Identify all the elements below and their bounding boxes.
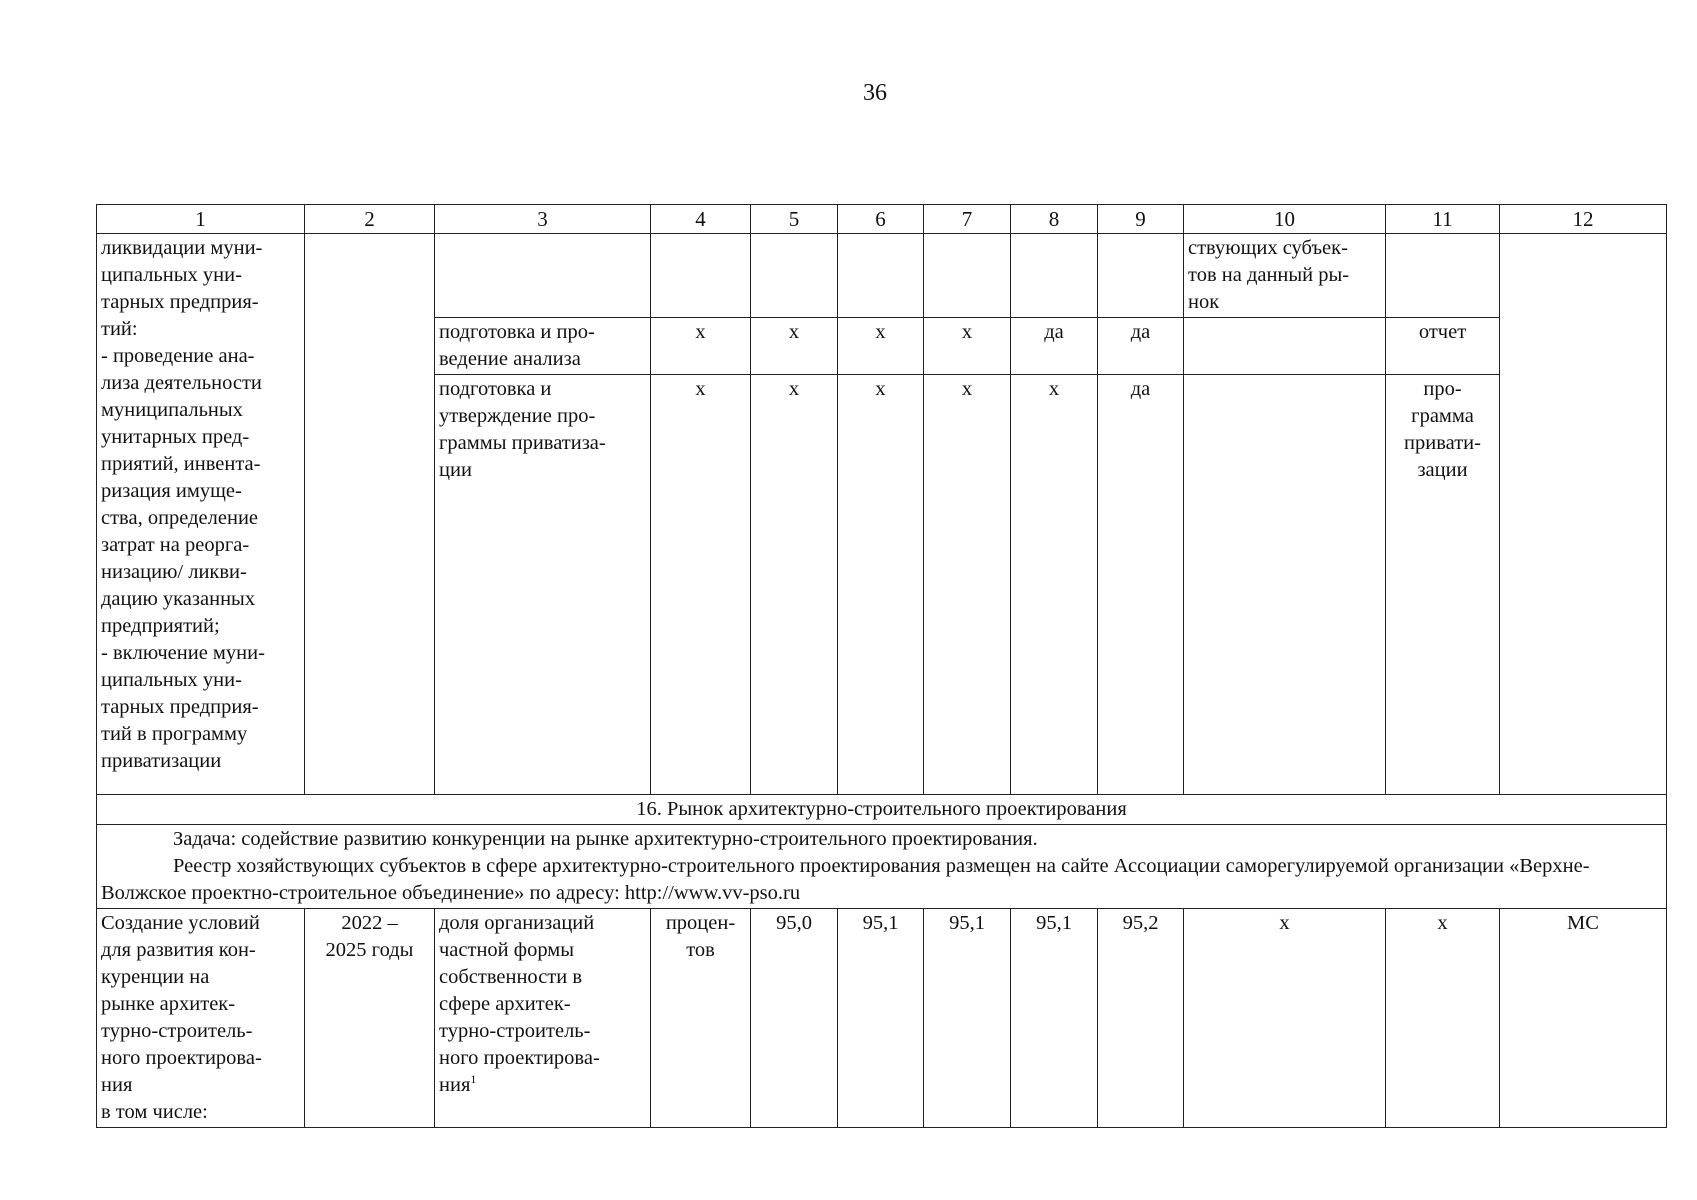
result-cell: отчет <box>1386 318 1500 375</box>
empty-cell <box>1098 234 1184 318</box>
empty-cell <box>924 234 1011 318</box>
task-cell <box>97 825 1667 909</box>
value-cell: х <box>651 318 751 375</box>
empty-cell <box>651 234 751 318</box>
footnote-marker: 1 <box>470 1072 477 1087</box>
indicator-cell: подготовка и утверждение про- граммы приватиза- ции <box>435 375 651 795</box>
column-number: 6 <box>838 205 924 234</box>
indicator-cell: подготовка и про- ведение анализа <box>435 318 651 375</box>
table-row <box>97 234 1667 318</box>
task-row <box>97 825 1667 909</box>
indicator-text: доля организаций частной формы собственности в сфере архитек- турно-строитель- ного проектирова- ния <box>439 912 600 1096</box>
section-title: 16. Рынок архитектурно-строительного проектирования <box>97 795 1667 825</box>
value-cell: х <box>751 375 838 795</box>
value-cell: 95,0 <box>751 909 838 1128</box>
empty-cell <box>1386 234 1500 318</box>
task-text: Задача: содействие развитию конкуренции на рынке архитектурно-строительного проектирования. <box>173 828 1038 850</box>
measure-description: Создание условий для развития кон- куренции на рынке архитек- турно-строитель- ного проектирова- ния в том числе: <box>97 909 305 1128</box>
empty-cell <box>1011 234 1098 318</box>
section-title-row <box>97 795 1667 825</box>
result-cell: х <box>1184 909 1386 1128</box>
table-row <box>97 909 1667 1128</box>
column-number-row <box>97 205 1667 234</box>
responsible-cell: МС <box>1500 909 1667 1128</box>
value-cell: 95,1 <box>1011 909 1098 1128</box>
value-cell: х <box>1011 375 1098 795</box>
value-cell: х <box>751 318 838 375</box>
empty-cell <box>1184 375 1386 795</box>
period-cell: 2022 – 2025 годы <box>305 909 435 1128</box>
column-number: 3 <box>435 205 651 234</box>
value-cell: х <box>924 318 1011 375</box>
registry-text: Реестр хозяйствующих субъектов в сфере архитектурно-строительного проектирования размещен на сайте Ассоциации саморегулируемой организации «Верхне-Волжское проектно-строительное объединение» по адресу: http://www.vv-pso.ru <box>101 855 1590 904</box>
result-cell: х <box>1386 909 1500 1128</box>
column-number: 5 <box>751 205 838 234</box>
page-number: 36 <box>863 80 887 106</box>
empty-cell <box>305 234 435 795</box>
empty-cell <box>1184 318 1386 375</box>
result-cell: про- грамма привати- зации <box>1386 375 1500 795</box>
measure-description: ликвидации муни- ципальных уни- тарных предприя- тий: - проведение ана- лиза деятельности муниципальных унитарных пред- приятий, инвента- ризация имуще- ства, определение затрат на реорга- низацию/ ликви- дацию указанных предприятий; - включение муни- ципальных уни- тарных предприя- тий в программу приватизации <box>97 234 305 795</box>
column-number: 4 <box>651 205 751 234</box>
column-number: 9 <box>1098 205 1184 234</box>
value-cell: х <box>838 318 924 375</box>
value-cell: да <box>1011 318 1098 375</box>
value-cell: х <box>838 375 924 795</box>
empty-cell <box>435 234 651 318</box>
result-cell: ствующих субъек- тов на данный ры- нок <box>1184 234 1386 318</box>
column-number: 1 <box>97 205 305 234</box>
value-cell: да <box>1098 375 1184 795</box>
unit-cell: процен- тов <box>651 909 751 1128</box>
empty-cell <box>751 234 838 318</box>
indicator-cell <box>435 909 651 1128</box>
value-cell: 95,1 <box>924 909 1011 1128</box>
value-cell: х <box>651 375 751 795</box>
empty-cell <box>838 234 924 318</box>
column-number: 8 <box>1011 205 1098 234</box>
value-cell: 95,1 <box>838 909 924 1128</box>
program-table <box>96 204 1667 1128</box>
column-number: 10 <box>1184 205 1386 234</box>
column-number: 7 <box>924 205 1011 234</box>
column-number: 2 <box>305 205 435 234</box>
value-cell: да <box>1098 318 1184 375</box>
column-number: 11 <box>1386 205 1500 234</box>
value-cell: 95,2 <box>1098 909 1184 1128</box>
value-cell: х <box>924 375 1011 795</box>
column-number: 12 <box>1500 205 1667 234</box>
empty-cell <box>1500 234 1667 795</box>
